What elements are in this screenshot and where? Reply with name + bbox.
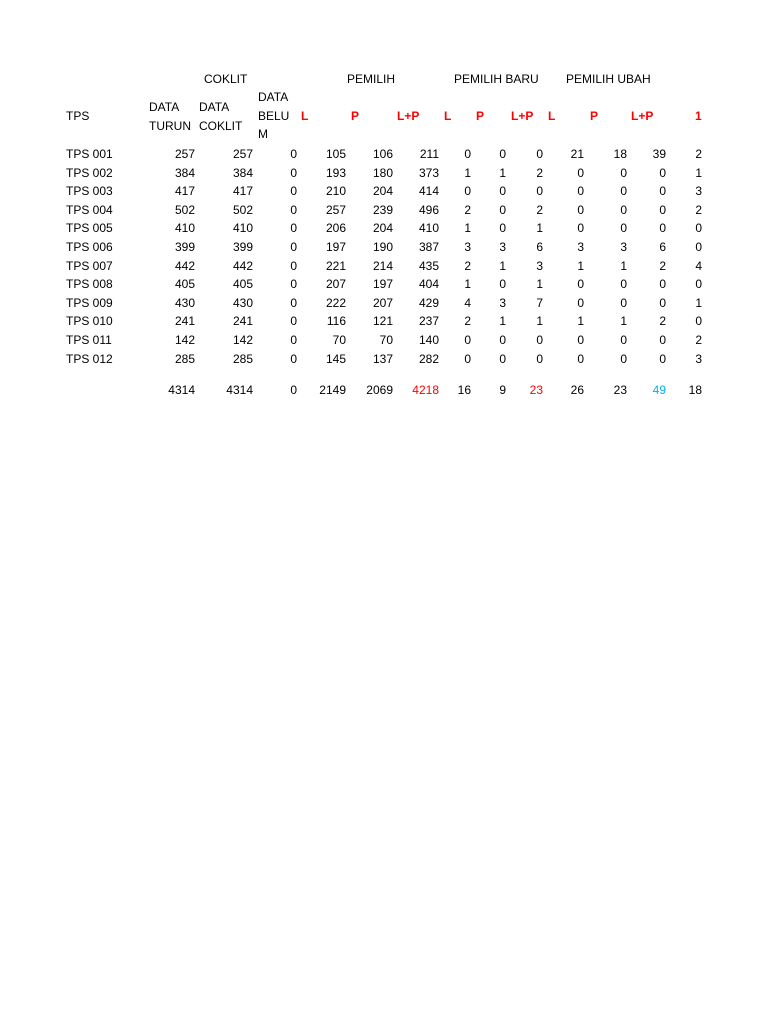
cell-pemilih-l: 193	[325, 166, 346, 180]
cell-pemilih-lp: 237	[418, 314, 439, 328]
cell-data-belum: 0	[290, 352, 297, 366]
cell-data-turun: 417	[174, 184, 195, 198]
cell-pemilih-l: 210	[325, 184, 346, 198]
cell-baru-p: 0	[499, 277, 506, 291]
cell-data-coklit: 399	[232, 240, 253, 254]
cell-ubah-l: 0	[577, 184, 584, 198]
cell-pemilih-p: 204	[372, 184, 393, 198]
cell-pemilih-lp: 387	[418, 240, 439, 254]
cell-ubah-lp: 2	[659, 314, 666, 328]
cell-data-belum: 0	[290, 277, 297, 291]
cell-pemilih-p: 239	[372, 203, 393, 217]
cell-baru-l: 0	[464, 333, 471, 347]
cell-ubah-l: 0	[577, 166, 584, 180]
cell-extra: 3	[695, 352, 702, 366]
cell-ubah-lp: 0	[659, 166, 666, 180]
header-data-turun-line2: TURUN	[149, 119, 191, 133]
cell-pemilih-l: 116	[326, 314, 346, 328]
cell-ubah-p: 0	[620, 277, 627, 291]
cell-data-belum: 0	[290, 166, 297, 180]
cell-baru-lp: 0	[536, 352, 543, 366]
cell-data-turun: 405	[174, 277, 195, 291]
total-ubah-l: 26	[570, 383, 584, 397]
cell-data-turun: 384	[174, 166, 195, 180]
sublabel-pemilih-lp: L+P	[397, 109, 420, 123]
cell-pemilih-l: 257	[325, 203, 346, 217]
header-pemilih-ubah: PEMILIH UBAH	[566, 72, 651, 86]
cell-ubah-lp: 39	[652, 147, 666, 161]
cell-baru-p: 1	[499, 314, 506, 328]
header-data-belum-line1: DATA	[258, 90, 289, 104]
cell-extra: 2	[695, 203, 702, 217]
cell-extra: 0	[695, 221, 702, 235]
total-extra: 18	[688, 383, 702, 397]
row-tps-label: TPS 002	[66, 166, 113, 180]
cell-baru-l: 3	[464, 240, 471, 254]
cell-ubah-l: 3	[577, 240, 584, 254]
cell-baru-lp: 1	[536, 314, 543, 328]
sublabel-extra: 1	[695, 109, 702, 123]
cell-data-coklit: 142	[232, 333, 253, 347]
cell-data-coklit: 417	[232, 184, 253, 198]
cell-data-belum: 0	[290, 203, 297, 217]
cell-baru-p: 0	[499, 203, 506, 217]
cell-data-belum: 0	[290, 221, 297, 235]
cell-baru-lp: 3	[536, 259, 543, 273]
cell-ubah-l: 0	[577, 221, 584, 235]
sublabel-ubah-lp: L+P	[631, 109, 654, 123]
cell-baru-lp: 1	[536, 221, 543, 235]
row-tps-label: TPS 005	[66, 221, 113, 235]
cell-pemilih-p: 70	[379, 333, 393, 347]
cell-baru-p: 0	[499, 221, 506, 235]
sublabel-pemilih-l: L	[301, 109, 309, 123]
cell-pemilih-lp: 429	[418, 296, 439, 310]
cell-ubah-p: 0	[620, 184, 627, 198]
cell-pemilih-lp: 211	[419, 147, 439, 161]
cell-baru-p: 0	[499, 147, 506, 161]
cell-baru-l: 0	[464, 147, 471, 161]
cell-data-turun: 410	[174, 221, 195, 235]
cell-pemilih-l: 105	[325, 147, 346, 161]
header-coklit: COKLIT	[204, 72, 248, 86]
header-data-belum-line3: M	[258, 127, 268, 141]
total-baru-lp: 23	[529, 383, 543, 397]
row-tps-label: TPS 008	[66, 277, 113, 291]
cell-pemilih-l: 145	[325, 352, 346, 366]
cell-data-turun: 430	[174, 296, 195, 310]
cell-pemilih-p: 121	[372, 314, 393, 328]
cell-baru-l: 2	[464, 259, 471, 273]
total-ubah-lp: 49	[652, 383, 666, 397]
cell-ubah-l: 21	[570, 147, 584, 161]
row-tps-label: TPS 007	[66, 259, 113, 273]
cell-baru-l: 1	[464, 221, 471, 235]
cell-baru-l: 0	[464, 352, 471, 366]
cell-ubah-l: 0	[577, 296, 584, 310]
header-data-belum-line2: BELU	[258, 109, 290, 123]
row-tps-label: TPS 010	[66, 314, 113, 328]
cell-data-turun: 257	[174, 147, 195, 161]
cell-pemilih-l: 207	[325, 277, 346, 291]
cell-baru-lp: 7	[536, 296, 543, 310]
cell-baru-l: 1	[464, 166, 471, 180]
row-tps-label: TPS 003	[66, 184, 113, 198]
sublabel-baru-l: L	[444, 109, 452, 123]
cell-ubah-lp: 2	[659, 259, 666, 273]
row-tps-label: TPS 009	[66, 296, 113, 310]
cell-ubah-p: 0	[620, 221, 627, 235]
cell-extra: 1	[695, 296, 702, 310]
cell-baru-lp: 0	[536, 184, 543, 198]
sublabel-baru-p: P	[476, 109, 485, 123]
cell-ubah-lp: 0	[659, 352, 666, 366]
total-pemilih-l: 2149	[319, 383, 346, 397]
cell-pemilih-lp: 140	[418, 333, 439, 347]
cell-ubah-l: 0	[577, 352, 584, 366]
row-tps-label: TPS 001	[66, 147, 113, 161]
cell-data-belum: 0	[290, 240, 297, 254]
total-ubah-p: 23	[613, 383, 627, 397]
header-tps: TPS	[66, 109, 90, 123]
cell-baru-lp: 2	[536, 166, 543, 180]
cell-ubah-l: 0	[577, 203, 584, 217]
cell-ubah-p: 0	[620, 203, 627, 217]
header-pemilih-baru: PEMILIH BARU	[454, 72, 539, 86]
cell-pemilih-lp: 404	[418, 277, 439, 291]
row-tps-label: TPS 006	[66, 240, 113, 254]
cell-pemilih-p: 106	[372, 147, 393, 161]
cell-ubah-p: 1	[620, 259, 627, 273]
cell-baru-l: 0	[464, 184, 471, 198]
cell-data-coklit: 384	[232, 166, 253, 180]
cell-data-belum: 0	[290, 333, 297, 347]
header-data-turun-line1: DATA	[149, 100, 180, 114]
total-pemilih-p: 2069	[366, 383, 393, 397]
cell-extra: 1	[695, 166, 702, 180]
total-baru-l: 16	[457, 383, 471, 397]
sublabel-baru-lp: L+P	[511, 109, 534, 123]
cell-baru-l: 2	[464, 314, 471, 328]
cell-ubah-lp: 0	[659, 203, 666, 217]
cell-baru-lp: 6	[536, 240, 543, 254]
cell-ubah-l: 0	[577, 333, 584, 347]
cell-extra: 0	[695, 277, 702, 291]
sublabel-pemilih-p: P	[351, 109, 360, 123]
cell-ubah-lp: 0	[659, 333, 666, 347]
cell-baru-p: 0	[499, 333, 506, 347]
cell-pemilih-l: 222	[325, 296, 346, 310]
header-data-coklit-line2: COKLIT	[199, 119, 243, 133]
cell-data-belum: 0	[290, 184, 297, 198]
cell-data-belum: 0	[290, 296, 297, 310]
cell-extra: 2	[695, 333, 702, 347]
header-data-coklit-line1: DATA	[199, 100, 230, 114]
total-data-belum: 0	[290, 383, 297, 397]
cell-pemilih-lp: 414	[418, 184, 439, 198]
cell-ubah-p: 0	[620, 296, 627, 310]
cell-extra: 0	[695, 240, 702, 254]
cell-ubah-p: 0	[620, 166, 627, 180]
row-tps-label: TPS 011	[66, 333, 112, 347]
cell-pemilih-lp: 282	[418, 352, 439, 366]
cell-extra: 4	[695, 259, 702, 273]
cell-pemilih-p: 190	[372, 240, 393, 254]
cell-pemilih-p: 180	[372, 166, 393, 180]
cell-data-belum: 0	[290, 259, 297, 273]
cell-data-turun: 502	[174, 203, 195, 217]
cell-data-coklit: 285	[232, 352, 253, 366]
cell-pemilih-l: 70	[332, 333, 346, 347]
cell-data-turun: 241	[174, 314, 195, 328]
cell-ubah-lp: 0	[659, 184, 666, 198]
cell-pemilih-lp: 435	[418, 259, 439, 273]
cell-baru-p: 0	[499, 184, 506, 198]
cell-pemilih-l: 197	[325, 240, 346, 254]
cell-data-turun: 142	[174, 333, 195, 347]
cell-ubah-lp: 0	[659, 296, 666, 310]
cell-data-belum: 0	[290, 314, 297, 328]
cell-pemilih-p: 214	[372, 259, 393, 273]
row-tps-label: TPS 004	[66, 203, 113, 217]
cell-ubah-l: 1	[577, 259, 584, 273]
cell-data-coklit: 241	[232, 314, 253, 328]
cell-baru-lp: 0	[536, 333, 543, 347]
row-tps-label: TPS 012	[66, 352, 113, 366]
sublabel-ubah-l: L	[548, 109, 556, 123]
cell-data-coklit: 257	[232, 147, 253, 161]
cell-extra: 3	[695, 184, 702, 198]
total-baru-p: 9	[499, 383, 506, 397]
cell-ubah-p: 0	[620, 352, 627, 366]
cell-ubah-p: 18	[613, 147, 627, 161]
cell-data-coklit: 502	[232, 203, 253, 217]
cell-pemilih-l: 221	[325, 259, 346, 273]
cell-pemilih-lp: 373	[418, 166, 439, 180]
cell-data-coklit: 442	[232, 259, 253, 273]
cell-data-turun: 399	[174, 240, 195, 254]
cell-baru-lp: 0	[536, 147, 543, 161]
cell-data-coklit: 405	[232, 277, 253, 291]
total-data-coklit: 4314	[226, 383, 253, 397]
cell-data-turun: 285	[174, 352, 195, 366]
total-pemilih-lp: 4218	[412, 383, 439, 397]
cell-ubah-lp: 0	[659, 277, 666, 291]
cell-pemilih-lp: 496	[418, 203, 439, 217]
cell-data-coklit: 430	[232, 296, 253, 310]
cell-pemilih-lp: 410	[418, 221, 439, 235]
sublabel-ubah-p: P	[590, 109, 599, 123]
cell-baru-p: 1	[499, 259, 506, 273]
cell-ubah-p: 0	[620, 333, 627, 347]
cell-extra: 2	[695, 147, 702, 161]
cell-baru-l: 4	[464, 296, 471, 310]
total-data-turun: 4314	[168, 383, 195, 397]
cell-pemilih-p: 197	[372, 277, 393, 291]
cell-ubah-p: 3	[620, 240, 627, 254]
cell-extra: 0	[695, 314, 702, 328]
cell-baru-l: 2	[464, 203, 471, 217]
cell-baru-lp: 2	[536, 203, 543, 217]
cell-data-coklit: 410	[232, 221, 253, 235]
cell-ubah-p: 1	[620, 314, 627, 328]
cell-baru-l: 1	[464, 277, 471, 291]
cell-baru-p: 3	[499, 296, 506, 310]
cell-pemilih-l: 206	[325, 221, 346, 235]
cell-data-belum: 0	[290, 147, 297, 161]
cell-pemilih-p: 204	[372, 221, 393, 235]
cell-pemilih-p: 137	[372, 352, 393, 366]
cell-baru-p: 3	[499, 240, 506, 254]
header-pemilih: PEMILIH	[347, 72, 396, 86]
cell-baru-p: 1	[499, 166, 506, 180]
cell-ubah-lp: 6	[659, 240, 666, 254]
cell-ubah-l: 1	[577, 314, 584, 328]
cell-baru-lp: 1	[536, 277, 543, 291]
cell-baru-p: 0	[499, 352, 506, 366]
cell-data-turun: 442	[174, 259, 195, 273]
cell-pemilih-p: 207	[372, 296, 393, 310]
cell-ubah-lp: 0	[659, 221, 666, 235]
cell-ubah-l: 0	[577, 277, 584, 291]
